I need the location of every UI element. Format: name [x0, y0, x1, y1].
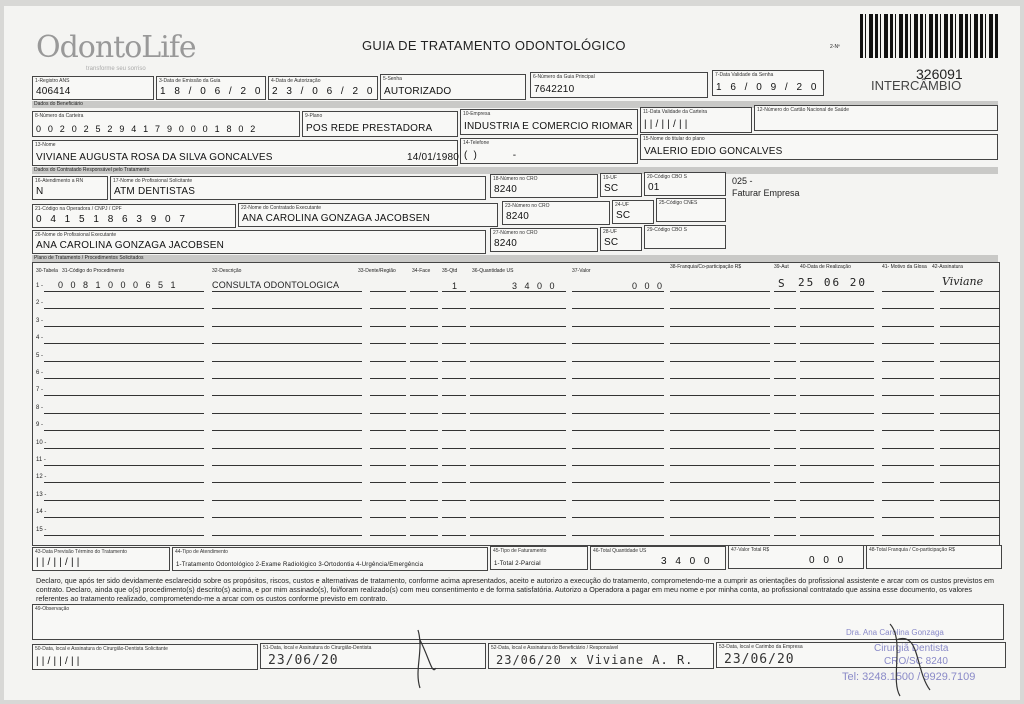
- procedure-field-line[interactable]: [470, 500, 566, 501]
- beneficiario-nascimento: 14/01/1980: [407, 152, 460, 163]
- procedure-field-line[interactable]: [44, 395, 204, 396]
- procedure-field-line[interactable]: [882, 326, 934, 327]
- row1-description: CONSULTA ODONTOLOGICA: [212, 280, 340, 290]
- field-observacao[interactable]: 49-Observação: [32, 604, 1004, 640]
- procedure-field-line[interactable]: [940, 326, 1000, 327]
- procedure-field-line[interactable]: [212, 465, 362, 466]
- procedure-field-line[interactable]: [774, 395, 796, 396]
- row1-assinatura: Viviane: [942, 275, 984, 288]
- procedure-field-line[interactable]: [670, 308, 770, 309]
- section-plano: Plano de Tratamento / Procedimentos Solicitados: [32, 255, 998, 262]
- procedure-field-line[interactable]: [940, 291, 1000, 292]
- section-beneficiario: Dados do Beneficiário: [32, 101, 998, 108]
- procedure-header: 35-Qtd: [442, 268, 458, 274]
- procedure-field-line[interactable]: [470, 430, 566, 431]
- procedure-field-line[interactable]: [800, 535, 874, 536]
- procedure-row-number: 8 -: [36, 404, 44, 411]
- procedure-field-line[interactable]: [670, 517, 770, 518]
- procedure-field-line[interactable]: [410, 308, 438, 309]
- procedure-field-line[interactable]: [370, 343, 406, 344]
- procedure-field-line[interactable]: [212, 308, 362, 309]
- intercambio-label: INTERCÂMBIO: [871, 78, 962, 93]
- procedure-field-line[interactable]: [370, 430, 406, 431]
- procedure-field-line[interactable]: [470, 517, 566, 518]
- procedure-field-line[interactable]: [774, 535, 796, 536]
- procedure-field-line[interactable]: [882, 535, 934, 536]
- procedure-field-line[interactable]: [670, 482, 770, 483]
- procedure-field-line[interactable]: [670, 430, 770, 431]
- field-assinatura-beneficiario[interactable]: 52-Data, local e Assinatura do Beneficiário / Responsável: [488, 643, 714, 669]
- procedure-field-line[interactable]: [410, 430, 438, 431]
- procedure-field-line[interactable]: [800, 482, 874, 483]
- procedure-field-line[interactable]: [940, 361, 1000, 362]
- procedure-header: 34-Face: [412, 268, 431, 274]
- procedure-field-line[interactable]: [212, 535, 362, 536]
- procedure-field-line[interactable]: [410, 500, 438, 501]
- row1-aut: S: [778, 277, 786, 290]
- procedure-row-number: 6 -: [36, 370, 44, 376]
- procedure-field-line[interactable]: [470, 413, 566, 414]
- procedure-field-line[interactable]: [572, 378, 664, 379]
- procedure-field-line[interactable]: [670, 395, 770, 396]
- procedure-field-line[interactable]: [940, 395, 1000, 396]
- procedure-row-number: 12 -: [36, 474, 47, 481]
- field-data-autorizacao[interactable]: 4-Data de Autorização 2 3 / 0 6 / 2 0: [268, 76, 378, 100]
- date-empresa: 23/06/20: [724, 652, 795, 667]
- procedure-field-line[interactable]: [572, 361, 664, 362]
- faturar-label: Faturar Empresa: [732, 188, 800, 198]
- procedure-field-line[interactable]: [44, 378, 204, 379]
- procedure-field-line[interactable]: [670, 326, 770, 327]
- procedure-field-line[interactable]: [774, 517, 796, 518]
- procedure-field-line[interactable]: [800, 378, 874, 379]
- stamp-line1: Dra. Ana Carolina Gonzaga: [846, 628, 944, 637]
- field-profissional-solicitante[interactable]: 17-Nome do Profissional Solicitante ATM DENTISTAS: [110, 176, 486, 200]
- barcode: [860, 14, 1000, 58]
- procedure-field-line[interactable]: [410, 326, 438, 327]
- field-valor-total[interactable]: 47-Valor Total R$ 0 0 0: [728, 545, 864, 569]
- field-titular[interactable]: 15-Nome do titular do plano VALERIO EDIO GONCALVES: [640, 134, 998, 160]
- procedure-field-line[interactable]: [442, 448, 466, 449]
- field-data-emissao[interactable]: 3-Data de Emissão da Guia 1 8 / 0 6 / 2 0: [156, 76, 266, 100]
- procedure-field-line[interactable]: [572, 430, 664, 431]
- procedure-field-line[interactable]: [572, 482, 664, 483]
- procedure-row-number: 4 -: [36, 335, 44, 342]
- procedure-field-line[interactable]: [370, 517, 406, 518]
- field-validade-senha[interactable]: 7-Data Validade da Senha 1 6 / 0 9 / 2 0: [712, 70, 824, 96]
- field-uf-profissional[interactable]: 28-UF SC: [600, 227, 642, 251]
- registro-ans-value: 406414: [36, 86, 71, 97]
- date-beneficiario: 23/06/20 x Viviane A. R.: [496, 653, 694, 667]
- procedure-field-line[interactable]: [774, 326, 796, 327]
- procedure-field-line[interactable]: [670, 413, 770, 414]
- procedure-field-line[interactable]: [212, 326, 362, 327]
- procedure-row-number: 13 -: [36, 491, 47, 498]
- procedure-field-line[interactable]: [572, 517, 664, 518]
- procedure-field-line[interactable]: [800, 500, 874, 501]
- procedure-field-line[interactable]: [212, 361, 362, 362]
- procedure-field-line[interactable]: [44, 291, 204, 292]
- procedure-row-number: 2 -: [36, 300, 44, 307]
- field-plano[interactable]: 9-Plano POS REDE PRESTADORA: [302, 111, 458, 137]
- procedure-field-line[interactable]: [940, 517, 1000, 518]
- field-cro-solicitante[interactable]: 18-Número no CRO 8240: [490, 174, 598, 198]
- procedure-field-line[interactable]: [882, 378, 934, 379]
- field-codigo-operadora[interactable]: 21-Código na Operadora / CNPJ / CPF 0 4 1 5 1 8 6 3 9 0 7: [32, 204, 236, 228]
- procedure-field-line[interactable]: [800, 291, 874, 292]
- field-previsao-termino[interactable]: 43-Data Previsão Término do Tratamento | | / | | / | |: [32, 547, 170, 571]
- procedure-field-line[interactable]: [800, 361, 874, 362]
- procedure-field-line[interactable]: [940, 500, 1000, 501]
- procedure-field-line[interactable]: [572, 413, 664, 414]
- procedure-field-line[interactable]: [940, 413, 1000, 414]
- procedure-field-line[interactable]: [774, 378, 796, 379]
- procedure-field-line[interactable]: [44, 500, 204, 501]
- procedure-field-line[interactable]: [774, 291, 796, 292]
- procedure-header: 41- Motivo da Glosa: [882, 264, 927, 270]
- procedure-field-line[interactable]: [370, 413, 406, 414]
- procedure-field-line[interactable]: [442, 395, 466, 396]
- field-assinatura-solicitante[interactable]: 50-Data, local e Assinatura do Cirurgião-Dentista Solicitante | | / | | / | |: [32, 644, 258, 670]
- procedure-field-line[interactable]: [442, 326, 466, 327]
- procedure-field-line[interactable]: [572, 448, 664, 449]
- field-cartao-nacional[interactable]: 12-Número do Cartão Nacional de Saúde: [754, 105, 998, 131]
- procedure-field-line[interactable]: [470, 291, 566, 292]
- procedure-field-line[interactable]: [882, 500, 934, 501]
- procedure-header: 33-Dente/Região: [358, 268, 396, 274]
- procedure-field-line[interactable]: [470, 448, 566, 449]
- procedure-field-line[interactable]: [442, 343, 466, 344]
- procedure-field-line[interactable]: [370, 378, 406, 379]
- field-contratado-executante[interactable]: 22-Nome do Contratado Executante ANA CAROLINA GONZAGA JACOBSEN: [238, 203, 498, 227]
- procedure-field-line[interactable]: [442, 535, 466, 536]
- procedure-field-line[interactable]: [882, 517, 934, 518]
- stamp-line2: Cirurgiã Dentista: [874, 643, 949, 654]
- procedure-field-line[interactable]: [44, 482, 204, 483]
- field-uf-solicitante[interactable]: 19-UF SC: [600, 173, 642, 197]
- procedure-field-line[interactable]: [442, 482, 466, 483]
- field-senha[interactable]: 5-Senha AUTORIZADO: [380, 74, 526, 100]
- procedure-field-line[interactable]: [670, 361, 770, 362]
- row1-qtd: 1: [452, 281, 460, 291]
- procedure-field-line[interactable]: [940, 430, 1000, 431]
- procedure-field-line[interactable]: [774, 430, 796, 431]
- procedure-field-line[interactable]: [882, 482, 934, 483]
- procedure-field-line[interactable]: [572, 326, 664, 327]
- field-telefone[interactable]: 14-Telefone ( ) -: [460, 138, 638, 164]
- procedure-field-line[interactable]: [442, 378, 466, 379]
- field-validade-carteira[interactable]: 11-Data Validade da Carteira | | / | | / | |: [640, 107, 752, 133]
- procedure-field-line[interactable]: [470, 343, 566, 344]
- procedure-header: 42-Assinatura: [932, 264, 963, 270]
- procedure-field-line[interactable]: [410, 448, 438, 449]
- procedure-field-line[interactable]: [774, 343, 796, 344]
- procedure-field-line[interactable]: [370, 308, 406, 309]
- procedure-field-line[interactable]: [882, 343, 934, 344]
- procedure-field-line[interactable]: [470, 308, 566, 309]
- procedure-field-line[interactable]: [470, 326, 566, 327]
- procedure-field-line[interactable]: [572, 395, 664, 396]
- procedure-field-line[interactable]: [470, 482, 566, 483]
- procedure-row-number: 10 -: [36, 439, 47, 446]
- procedure-field-line[interactable]: [882, 361, 934, 362]
- procedure-field-line[interactable]: [370, 500, 406, 501]
- procedure-row-number: 7 -: [36, 387, 44, 394]
- procedure-field-line[interactable]: [442, 413, 466, 414]
- procedure-field-line[interactable]: [212, 482, 362, 483]
- procedure-field-line[interactable]: [212, 291, 362, 292]
- procedure-field-line[interactable]: [410, 361, 438, 362]
- procedure-field-line[interactable]: [882, 448, 934, 449]
- procedure-field-line[interactable]: [774, 413, 796, 414]
- procedure-field-line[interactable]: [410, 395, 438, 396]
- procedure-field-line[interactable]: [774, 448, 796, 449]
- procedure-field-line[interactable]: [940, 482, 1000, 483]
- procedure-field-line[interactable]: [572, 308, 664, 309]
- procedure-field-line[interactable]: [940, 378, 1000, 379]
- procedure-field-line[interactable]: [470, 535, 566, 536]
- procedure-field-line[interactable]: [882, 430, 934, 431]
- field-cro-executante[interactable]: 23-Número no CRO 8240: [502, 201, 610, 225]
- procedure-header: 31-Código do Procedimento: [62, 268, 125, 274]
- procedure-field-line[interactable]: [470, 465, 566, 466]
- procedure-field-line[interactable]: [442, 500, 466, 501]
- procedure-field-line[interactable]: [572, 465, 664, 466]
- procedure-field-line[interactable]: [882, 395, 934, 396]
- procedure-header: 38-Franquia/Co-participação R$: [670, 264, 742, 270]
- procedure-field-line[interactable]: [370, 465, 406, 466]
- procedure-row-number: 11 -: [36, 457, 46, 463]
- date-dentista: 23/06/20: [268, 653, 339, 668]
- procedure-row-number: 1 -: [36, 283, 44, 289]
- procedure-field-line[interactable]: [774, 500, 796, 501]
- procedure-row-number: 14 -: [36, 509, 47, 516]
- procedure-field-line[interactable]: [774, 361, 796, 362]
- row1-valor: 0 0 0: [632, 281, 665, 291]
- section-contratado: Dados do Contratado Responsável pelo Tratamento: [32, 167, 998, 174]
- procedure-field-line[interactable]: [370, 448, 406, 449]
- field-empresa[interactable]: 10-Empresa INDUSTRIA E COMERCIO RIOMAR: [460, 109, 638, 135]
- procedure-field-line[interactable]: [410, 291, 438, 292]
- procedure-field-line[interactable]: [800, 430, 874, 431]
- procedure-field-line[interactable]: [800, 326, 874, 327]
- procedure-field-line[interactable]: [370, 395, 406, 396]
- procedure-field-line[interactable]: [44, 535, 204, 536]
- field-carimbo-empresa[interactable]: 53-Data, local e Carimbo da Empresa: [716, 642, 1006, 668]
- procedure-field-line[interactable]: [470, 378, 566, 379]
- procedure-header: 39-Aut: [774, 264, 789, 270]
- procedure-field-line[interactable]: [44, 517, 204, 518]
- procedure-field-line[interactable]: [44, 448, 204, 449]
- procedure-field-line[interactable]: [442, 308, 466, 309]
- procedure-field-line[interactable]: [940, 308, 1000, 309]
- procedure-field-line[interactable]: [800, 465, 874, 466]
- procedure-field-line[interactable]: [370, 326, 406, 327]
- procedure-field-line[interactable]: [370, 482, 406, 483]
- procedure-header: 37-Valor: [572, 268, 591, 274]
- field-profissional-executante[interactable]: 26-Nome do Profissional Executante ANA CAROLINA GONZAGA JACOBSEN: [32, 230, 486, 254]
- procedure-field-line[interactable]: [212, 517, 362, 518]
- procedure-row-number: 5 -: [36, 352, 44, 359]
- page-title: GUIA DE TRATAMENTO ODONTOLÓGICO: [362, 38, 626, 53]
- procedure-header: 40-Data de Realização: [800, 264, 851, 270]
- faturar-code: 025 -: [732, 176, 753, 186]
- logo-tagline: transforme seu sorriso: [86, 66, 146, 72]
- procedure-field-line[interactable]: [212, 395, 362, 396]
- guide-number: 326091: [916, 66, 963, 82]
- procedure-field-line[interactable]: [442, 430, 466, 431]
- procedure-field-line[interactable]: [670, 465, 770, 466]
- procedure-field-line[interactable]: [470, 361, 566, 362]
- procedure-field-line[interactable]: [44, 308, 204, 309]
- procedure-field-line[interactable]: [670, 535, 770, 536]
- procedure-header: 36-Quantidade US: [472, 268, 514, 274]
- procedure-field-line[interactable]: [442, 465, 466, 466]
- procedure-field-line[interactable]: [670, 291, 770, 292]
- field-registro-ans[interactable]: 1-Registro ANS 406414: [32, 76, 154, 100]
- procedure-field-line[interactable]: [670, 448, 770, 449]
- procedure-field-line[interactable]: [670, 500, 770, 501]
- procedure-field-line[interactable]: [370, 291, 406, 292]
- procedure-field-line[interactable]: [410, 482, 438, 483]
- field-tipo-atendimento[interactable]: 44-Tipo de Atendimento 1-Tratamento Odontológico 2-Exame Radiológico 3-Ortodontia 4-Urgência/Emergência: [172, 547, 488, 571]
- row1-code: 0 0 8 1 0 0 0 6 5 1: [58, 280, 179, 290]
- field-total-franquia[interactable]: 48-Total Franquia / Co-participação R$: [866, 545, 1002, 569]
- procedure-field-line[interactable]: [670, 343, 770, 344]
- field-tipo-faturamento[interactable]: 45-Tipo de Faturamento 1-Total 2-Parcial: [490, 546, 588, 570]
- procedure-header: 30-Tabela: [36, 268, 58, 274]
- beneficiario-nome: VIVIANE AUGUSTA ROSA DA SILVA GONCALVES: [36, 152, 273, 163]
- procedure-field-line[interactable]: [572, 500, 664, 501]
- procedure-field-line[interactable]: [212, 430, 362, 431]
- procedure-field-line[interactable]: [44, 465, 204, 466]
- procedure-row-number: 9 -: [36, 422, 44, 429]
- procedure-field-line[interactable]: [410, 517, 438, 518]
- procedure-field-line[interactable]: [572, 343, 664, 344]
- procedure-field-line[interactable]: [800, 395, 874, 396]
- procedure-field-line[interactable]: [882, 308, 934, 309]
- field-cro-profissional[interactable]: 27-Número no CRO 8240: [490, 228, 598, 252]
- guide-no-label: 2-Nº: [830, 44, 840, 50]
- procedure-field-line[interactable]: [940, 343, 1000, 344]
- procedure-field-line[interactable]: [800, 343, 874, 344]
- declaration-text: Declaro, que após ter sido devidamente esclarecido sobre os propósitos, riscos, custos e alternativas de tratamento, conforme acima apresentados, aceito e autorizo a execução do tratamento, comprometendo-me a cumprir as orientações do profissional assistente e arcar com os custos previstos em contrato. Declaro, ainda que o(s) procedimento(s) descrito(s) acima, e por mim assinado(s), foi/foram realizado(s) com meu consentimento e de forma satisfatória. Autorizo a Operadora a pagar em meu nome e por minha conta, ao profissional contratado que assina esse documento, os valores referentes ao tratamento realizado, comprometendo-me a arcar com os custos conforme previsto em contrato.: [36, 576, 995, 603]
- field-cnes[interactable]: 25-Código CNES: [656, 198, 726, 222]
- procedure-field-line[interactable]: [442, 361, 466, 362]
- procedure-field-line[interactable]: [442, 291, 466, 292]
- procedure-field-line[interactable]: [882, 291, 934, 292]
- procedures-table: [32, 262, 1000, 546]
- procedure-field-line[interactable]: [212, 413, 362, 414]
- row1-data: 25 06 20: [798, 276, 867, 289]
- procedure-field-line[interactable]: [940, 448, 1000, 449]
- field-atendimento-rn[interactable]: 16-Atendimento a RN N: [32, 176, 108, 200]
- procedure-field-line[interactable]: [940, 465, 1000, 466]
- field-assinatura-dentista[interactable]: 51-Data, local e Assinatura do Cirurgião-Dentista: [260, 643, 486, 669]
- procedure-field-line[interactable]: [442, 517, 466, 518]
- procedure-field-line[interactable]: [410, 378, 438, 379]
- procedure-field-line[interactable]: [572, 291, 664, 292]
- procedure-field-line[interactable]: [44, 430, 204, 431]
- procedure-field-line[interactable]: [410, 535, 438, 536]
- stamp-line4: Tel: 3248.1500 / 9929.7109: [842, 671, 976, 683]
- procedure-field-line[interactable]: [470, 395, 566, 396]
- procedure-field-line[interactable]: [670, 378, 770, 379]
- procedure-field-line[interactable]: [212, 343, 362, 344]
- procedure-field-line[interactable]: [44, 326, 204, 327]
- procedure-field-line[interactable]: [800, 413, 874, 414]
- procedure-field-line[interactable]: [774, 482, 796, 483]
- field-numero-carteira[interactable]: 8-Número da Carteira 0 0 2 0 2 5 2 9 4 1 7 9 0 0 0 1 8 0 2: [32, 111, 300, 137]
- procedure-field-line[interactable]: [800, 517, 874, 518]
- procedure-field-line[interactable]: [774, 465, 796, 466]
- procedure-field-line[interactable]: [44, 413, 204, 414]
- procedure-field-line[interactable]: [774, 308, 796, 309]
- procedure-field-line[interactable]: [410, 413, 438, 414]
- procedure-field-line[interactable]: [882, 465, 934, 466]
- field-nome[interactable]: 13-Nome VIVIANE AUGUSTA ROSA DA SILVA GONCALVES 14/01/1980: [32, 140, 458, 166]
- procedure-field-line[interactable]: [800, 448, 874, 449]
- procedure-field-line[interactable]: [800, 308, 874, 309]
- row1-us: 3 4 0 0: [512, 281, 558, 291]
- field-total-us[interactable]: 46-Total Quantidade US 3 4 0 0: [590, 546, 726, 570]
- procedure-field-line[interactable]: [370, 535, 406, 536]
- field-uf-executante[interactable]: 24-UF SC: [612, 200, 654, 224]
- stamp-line3: CRO/SC 8240: [884, 656, 948, 667]
- procedure-field-line[interactable]: [44, 361, 204, 362]
- procedure-field-line[interactable]: [212, 500, 362, 501]
- procedure-row-number: 15 -: [36, 526, 47, 533]
- procedure-row-number: 3 -: [36, 317, 44, 324]
- procedure-field-line[interactable]: [44, 343, 204, 344]
- procedure-field-line[interactable]: [940, 535, 1000, 536]
- field-cbo-solicitante[interactable]: 20-Código CBO S 01: [644, 172, 726, 196]
- procedure-field-line[interactable]: [212, 378, 362, 379]
- procedure-field-line[interactable]: [572, 535, 664, 536]
- odontolife-logo: OdontoLife: [36, 30, 196, 65]
- procedure-field-line[interactable]: [370, 361, 406, 362]
- procedure-field-line[interactable]: [882, 413, 934, 414]
- procedure-field-line[interactable]: [410, 465, 438, 466]
- procedure-field-line[interactable]: [212, 448, 362, 449]
- procedure-field-line[interactable]: [410, 343, 438, 344]
- field-guia-principal[interactable]: 6-Número da Guia Principal 7642210: [530, 72, 708, 98]
- procedure-header: 32-Descrição: [212, 268, 242, 274]
- field-cbo-profissional[interactable]: 29-Código CBO S: [644, 225, 726, 249]
